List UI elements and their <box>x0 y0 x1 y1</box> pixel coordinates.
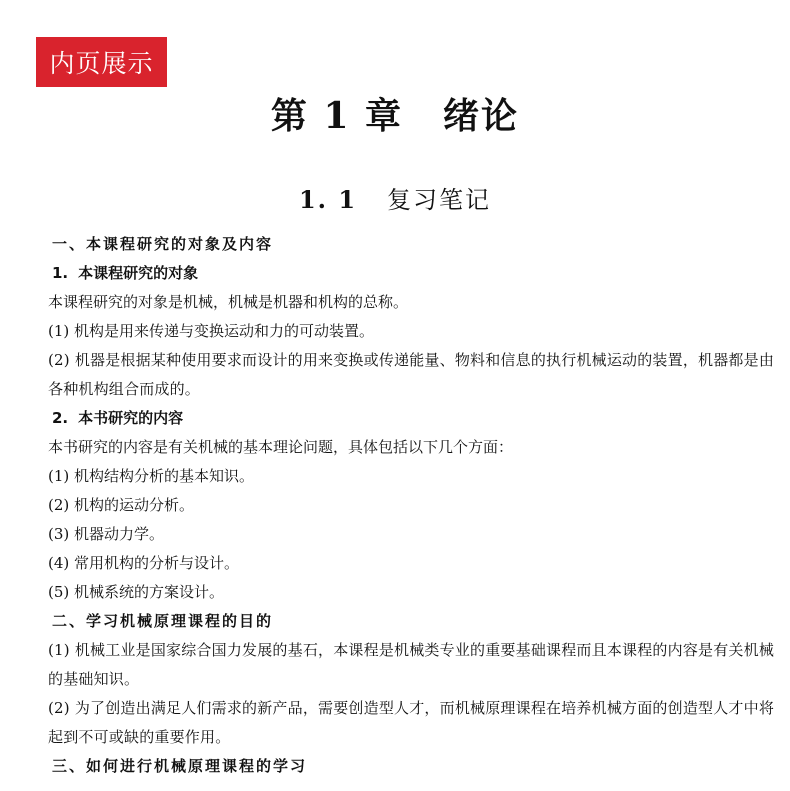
list-item: (1) 机构结构分析的基本知识。 <box>48 467 255 485</box>
page-tag: 内页展示 <box>36 37 167 87</box>
list-item: (5) 机械系统的方案设计。 <box>48 583 225 601</box>
list-item: (3) 机器动力学。 <box>48 525 165 543</box>
paragraph: (1) 机械工业是国家综合国力发展的基石，本课程是机械类专业的重要基础课程而且本课程的内容是有关机械的基础知识。 <box>48 641 775 688</box>
paragraph: (1) 机构是用来传递与变换运动和力的可动装置。 <box>48 322 375 340</box>
section-heading <box>0 180 790 215</box>
heading-level-1: 二、学习机械原理课程的目的 <box>52 612 274 630</box>
list-item: (4) 常用机构的分析与设计。 <box>48 554 240 572</box>
heading-level-2: 2. 本书研究的内容 <box>52 409 184 427</box>
document-body <box>44 230 778 781</box>
chapter-title: 绪论 <box>443 95 520 137</box>
chapter-heading <box>0 88 790 139</box>
heading-level-2: 1. 本课程研究的对象 <box>52 264 199 282</box>
heading-level-1: 一、本课程研究的对象及内容 <box>52 235 274 253</box>
section-number: 1. 1 <box>298 185 358 214</box>
paragraph: 本课程研究的对象是机械，机械是机器和机构的总称。 <box>48 293 409 311</box>
heading-level-1: 三、如何进行机械原理课程的学习 <box>52 757 308 775</box>
paragraph: (2) 机器是根据某种使用要求而设计的用来变换或传递能量、物料和信息的执行机械运动的装置，机器都是由各种机构组合而成的。 <box>48 351 775 398</box>
section-title: 复习笔记 <box>387 186 492 214</box>
chapter-number: 第 1 章 <box>270 95 404 137</box>
paragraph: 本书研究的内容是有关机械的基本理论问题，具体包括以下几个方面： <box>48 438 514 456</box>
paragraph: (2) 为了创造出满足人们需求的新产品，需要创造型人才，而机械原理课程在培养机械方面的创造型人才中将起到不可或缺的重要作用。 <box>48 699 775 746</box>
list-item: (2) 机构的运动分析。 <box>48 496 195 514</box>
